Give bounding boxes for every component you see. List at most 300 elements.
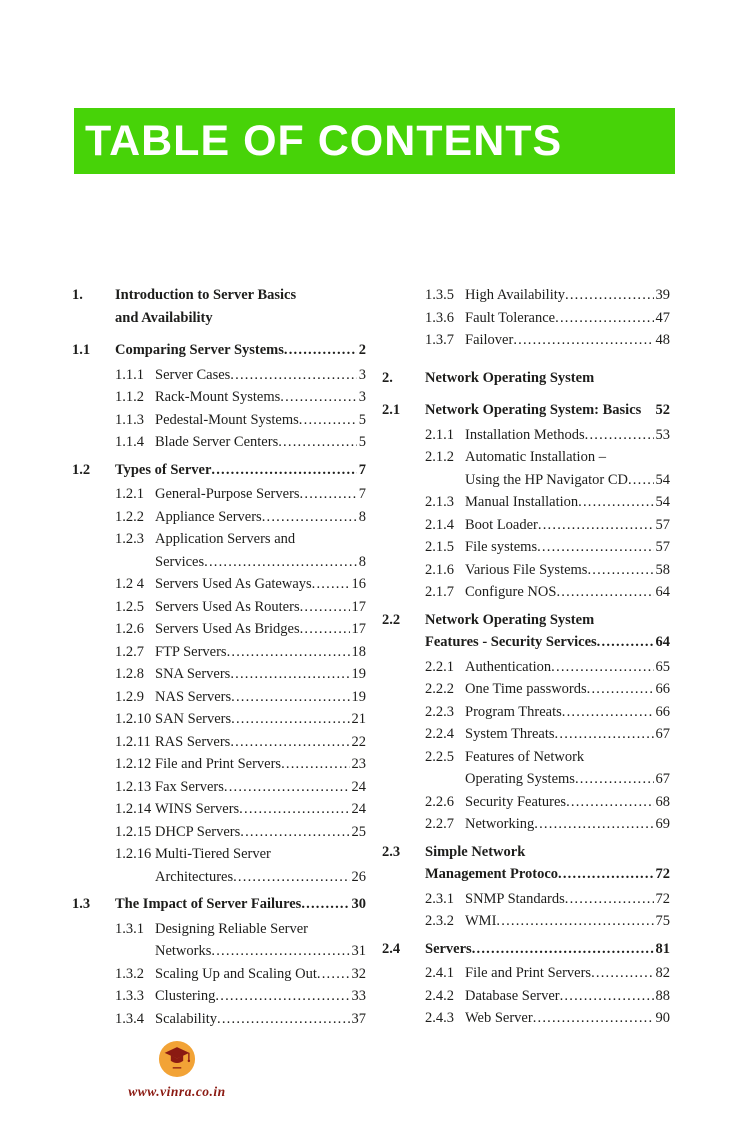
toc-entry-title: File and Print Servers (155, 756, 282, 772)
toc-entry (72, 663, 366, 686)
toc-entry-page: 31 (351, 943, 366, 959)
toc-entry-page: 19 (351, 666, 366, 682)
toc-entry-number: 2.2.1 (425, 658, 454, 675)
toc-entry-title: Fax Servers (155, 778, 224, 795)
toc-entry-title: SNA Servers (155, 666, 231, 682)
toc-entry-number: 1.3.1 (115, 920, 144, 937)
toc-entry-page: 33 (351, 988, 366, 1004)
toc-entry-number: 1.3.7 (425, 332, 454, 348)
toc-entry-title: Blade Server Centers (155, 434, 279, 450)
toc-entry-page: 24 (351, 778, 366, 795)
dot-leader (562, 701, 654, 724)
toc-entry-number: 1.2.11 (115, 733, 151, 750)
dot-leader (628, 469, 654, 492)
dot-leader (280, 386, 356, 409)
toc-entry-number: 1.1 (72, 342, 91, 358)
toc-entry-body (155, 528, 366, 573)
toc-entry-title: File and Print Servers (465, 965, 592, 981)
toc-entry-body (155, 663, 366, 686)
toc-entry-body (465, 962, 670, 985)
toc-entry-title: Database Server (465, 987, 560, 1004)
toc-entry-body (155, 985, 366, 1008)
toc-entry-page: 26 (351, 868, 366, 885)
dot-leader (239, 798, 349, 821)
dot-leader (555, 723, 654, 746)
toc-entry-page: 30 (351, 896, 366, 912)
toc-entry-page: 64 (655, 634, 670, 650)
toc-entry-page: 58 (655, 561, 670, 578)
toc-entry (72, 963, 366, 986)
toc-entry-page: 68 (655, 793, 670, 810)
toc-entry (382, 938, 670, 961)
dot-leader (300, 596, 350, 619)
toc-entry-title: WMI (465, 913, 497, 929)
toc-entry-page: 53 (655, 426, 670, 443)
dot-leader (281, 753, 349, 776)
toc-entry (72, 776, 366, 799)
toc-entry-body (465, 746, 670, 791)
toc-entry-number: 2.1.6 (425, 561, 454, 578)
toc-entry (72, 573, 366, 596)
toc-entry-title: Security Features (465, 793, 567, 810)
toc-entry-number: 2. (382, 369, 393, 386)
dot-leader (204, 551, 357, 574)
toc-entry-body (155, 1008, 366, 1031)
toc-entry-body (465, 536, 670, 559)
toc-entry-number: 1.3.6 (425, 309, 454, 326)
toc-entry-page: 2 (358, 342, 366, 358)
toc-entry-number: 2.1.7 (425, 584, 454, 600)
toc-entry-body (465, 678, 670, 701)
toc-entry (72, 528, 366, 573)
toc-entry-body (115, 893, 366, 916)
dot-leader (565, 284, 653, 307)
toc-entry-body (155, 596, 366, 619)
toc-entry-number: 1.2.15 (115, 823, 152, 840)
toc-entry-title: WINS Servers (155, 801, 240, 817)
toc-entry-page: 8 (358, 508, 366, 525)
toc-entry-title: NAS Servers (155, 688, 232, 705)
toc-entry-body (115, 459, 366, 482)
toc-entry-number: 1.3.3 (115, 988, 144, 1004)
toc-entry-title: Features of Network (465, 748, 585, 765)
toc-entry-title: Services (155, 553, 205, 570)
toc-entry-title: Automatic Installation – (465, 449, 606, 465)
toc-entry-page: 21 (351, 711, 366, 727)
toc-entry (72, 284, 366, 329)
dot-leader (317, 963, 350, 986)
toc-entry-page: 88 (655, 987, 670, 1004)
toc-entry-body (155, 483, 366, 506)
toc-entry (382, 446, 670, 491)
toc-entry-page: 47 (655, 309, 670, 326)
dot-leader (227, 641, 350, 664)
toc-entry-number: 1.1.2 (115, 389, 144, 405)
toc-entry-title: Pedestal-Mount Systems (155, 411, 299, 428)
toc-entry-number: 2.2.5 (425, 748, 454, 765)
toc-entry (382, 701, 670, 724)
toc-entry-title: Servers Used As Gateways (155, 576, 312, 592)
toc-entry-page: 7 (358, 461, 366, 478)
dot-leader (533, 1007, 654, 1030)
toc-entry-page: 72 (655, 890, 670, 907)
toc-entry-title: SAN Servers (155, 711, 232, 727)
toc-entry-number: 1.2.13 (115, 778, 152, 795)
toc-entry (382, 424, 670, 447)
dot-leader (575, 768, 654, 791)
toc-entry-number: 2.1.2 (425, 449, 454, 465)
toc-entry-page: 5 (358, 411, 366, 428)
toc-entry-body (155, 753, 366, 776)
toc-entry-number: 2.1.5 (425, 539, 454, 555)
toc-entry-body (155, 821, 366, 844)
dot-leader (230, 364, 356, 387)
toc-entry (382, 609, 670, 654)
toc-entry-body (465, 656, 670, 679)
dot-leader (231, 686, 349, 709)
toc-entry-title: Network Operating System (425, 369, 595, 386)
toc-entry (382, 656, 670, 679)
toc-entry-number: 2.2 (382, 611, 401, 628)
toc-entry (382, 888, 670, 911)
toc-entry-title: RAS Servers (155, 733, 231, 750)
toc-entry-page: 52 (655, 402, 670, 418)
toc-entry-page: 57 (655, 539, 670, 555)
toc-entry-body (465, 888, 670, 911)
toc-entry-number: 1.3 (72, 896, 91, 912)
toc-entry-number: 2.3 (382, 843, 401, 860)
dot-leader (587, 559, 653, 582)
toc-entry-title: Architectures (155, 868, 234, 885)
toc-entry-number: 2.4.2 (425, 987, 454, 1004)
toc-entry-body (465, 491, 670, 514)
toc-entry-body (155, 573, 366, 596)
toc-entry-body (155, 686, 366, 709)
toc-entry (72, 339, 366, 362)
toc-entry-page: 69 (655, 816, 670, 832)
toc-entry (72, 731, 366, 754)
toc-entry (382, 678, 670, 701)
toc-entry-number: 1.2.14 (115, 801, 152, 817)
toc-entry-body (465, 424, 670, 447)
toc-entry-body (465, 559, 670, 582)
toc-entry (72, 708, 366, 731)
toc-entry-page: 72 (655, 866, 670, 882)
toc-entry-title: Types of Server (115, 461, 212, 478)
toc-entry-number: 1.2.16 (115, 846, 152, 862)
toc-entry-number: 1.2.9 (115, 688, 144, 705)
toc-entry-page: 82 (655, 965, 670, 981)
toc-entry-page: 66 (655, 703, 670, 720)
toc-entry (382, 723, 670, 746)
toc-entry-title: Introduction to Server Basics (115, 287, 297, 303)
toc-entry (382, 841, 670, 886)
toc-entry (382, 284, 670, 307)
toc-entry (72, 459, 366, 482)
toc-entry-page: 66 (655, 681, 670, 697)
toc-entry-body (155, 776, 366, 799)
toc-entry (382, 910, 670, 933)
toc-entry-page: 54 (655, 471, 670, 488)
dot-leader (211, 459, 356, 482)
dot-leader (551, 656, 653, 679)
toc-entry-body (465, 701, 670, 724)
toc-entry (72, 506, 366, 529)
toc-entry (72, 798, 366, 821)
dot-leader (224, 776, 350, 799)
toc-entry-number: 1.1.3 (115, 411, 144, 428)
toc-entry-body (425, 938, 670, 961)
toc-entry-body (465, 985, 670, 1008)
dot-leader (597, 631, 654, 654)
toc-entry-number: 2.2.7 (425, 816, 454, 832)
toc-entry-title: Networking (465, 816, 535, 832)
toc-entry-number: 1.2.12 (115, 756, 152, 772)
toc-entry-body (465, 791, 670, 814)
toc-entry-number: 2.4.3 (425, 1010, 454, 1026)
dot-leader (534, 813, 653, 836)
toc-entry-title: Application Servers and (155, 531, 296, 547)
toc-entry (72, 821, 366, 844)
toc-entry-title: Various File Systems (465, 561, 588, 578)
toc-entry-title: Appliance Servers (155, 508, 262, 525)
toc-entry-title: Servers Used As Routers (155, 598, 300, 615)
toc-entry-body (155, 364, 366, 387)
toc-entry-number: 1.2.2 (115, 508, 144, 525)
toc-entry-title: Servers (425, 940, 472, 957)
toc-entry-title: Configure NOS (465, 584, 557, 600)
toc-entry-number: 2.4.1 (425, 965, 454, 981)
toc-entry-page: 48 (655, 332, 670, 348)
dot-leader (262, 506, 357, 529)
toc-entry-number: 2.2.6 (425, 793, 454, 810)
dot-leader (578, 491, 653, 514)
dot-leader (230, 731, 349, 754)
toc-entry-title: Designing Reliable Server (155, 920, 309, 937)
website-url[interactable]: www.vinra.co.in (128, 1084, 226, 1099)
toc-entry-number: 2.3.2 (425, 913, 454, 929)
toc-entry-body (425, 841, 670, 886)
toc-entry-title: The Impact of Server Failures (115, 896, 302, 912)
table-of-contents (72, 284, 670, 1030)
page-title: TABLE OF CONTENTS (85, 116, 563, 165)
toc-entry-title: and Availability (115, 309, 213, 326)
toc-entry-body (155, 641, 366, 664)
toc-entry-number: 1. (72, 287, 83, 303)
toc-entry (382, 985, 670, 1008)
dot-leader (240, 821, 349, 844)
toc-entry-page: 22 (351, 733, 366, 750)
toc-entry-page: 67 (655, 771, 670, 787)
dot-leader (496, 910, 653, 933)
toc-entry (72, 843, 366, 888)
toc-entry (382, 962, 670, 985)
toc-entry-body (155, 618, 366, 641)
toc-entry-title: Network Operating System: Basics (425, 402, 642, 418)
toc-entry (382, 559, 670, 582)
toc-entry-body (155, 431, 366, 454)
toc-entry-page: 75 (655, 913, 670, 929)
toc-entry-body (155, 386, 366, 409)
toc-entry-number: 1.2.10 (115, 711, 152, 727)
toc-entry-body (465, 910, 670, 933)
toc-entry-number: 2.1.3 (425, 494, 454, 510)
toc-entry-number: 1.2 4 (115, 576, 144, 592)
toc-entry-page: 5 (358, 434, 366, 450)
toc-entry-page: 37 (351, 1010, 366, 1027)
toc-entry-title: Web Server (465, 1010, 533, 1026)
toc-entry-page: 16 (351, 576, 366, 592)
toc-entry (72, 386, 366, 409)
toc-entry-title: FTP Servers (155, 643, 227, 660)
toc-column-left (72, 284, 366, 1030)
dot-leader (472, 938, 654, 961)
toc-entry (382, 329, 670, 352)
toc-entry-page: 19 (351, 688, 366, 705)
toc-entry-title: Failover (465, 332, 514, 348)
toc-entry-page: 18 (351, 643, 366, 660)
dot-leader (585, 424, 654, 447)
dot-leader (215, 985, 349, 1008)
toc-entry-page: 65 (655, 658, 670, 675)
toc-entry (72, 618, 366, 641)
toc-entry-number: 2.2.3 (425, 703, 454, 720)
toc-entry-number: 1.1.1 (115, 366, 144, 383)
toc-entry-page: 90 (655, 1010, 670, 1026)
toc-entry-body (155, 963, 366, 986)
toc-entry-body (155, 708, 366, 731)
toc-entry-title: High Availability (465, 287, 566, 303)
toc-entry-title: Simple Network (425, 843, 526, 860)
toc-entry-title: Using the HP Navigator CD (465, 471, 628, 488)
toc-entry-body (465, 1007, 670, 1030)
toc-entry-title: Manual Installation (465, 494, 579, 510)
toc-entry-title: Servers Used As Bridges (155, 621, 300, 637)
dot-leader (278, 431, 357, 454)
toc-entry-page: 57 (655, 516, 670, 533)
toc-entry-page: 81 (655, 940, 670, 957)
toc-entry-title: Server Cases (155, 366, 231, 383)
toc-entry-number: 1.3.2 (115, 965, 144, 982)
toc-entry-title: SNMP Standards (465, 890, 565, 907)
dot-leader (233, 866, 349, 889)
toc-entry-body (155, 798, 366, 821)
toc-column-right (382, 284, 670, 1030)
publisher-footer (112, 1040, 242, 1100)
toc-entry (72, 409, 366, 432)
toc-entry-page: 39 (655, 287, 670, 303)
toc-entry-body (425, 399, 670, 422)
toc-entry-body (115, 339, 366, 362)
toc-entry-title: Clustering (155, 988, 216, 1004)
graduation-cap-icon (158, 1040, 196, 1078)
toc-entry-title: Boot Loader (465, 516, 538, 533)
toc-entry (72, 431, 366, 454)
toc-entry-number: 2.1.1 (425, 426, 454, 443)
toc-entry-number: 1.2.7 (115, 643, 144, 660)
toc-entry-number: 1.2 (72, 461, 91, 478)
toc-entry-title: Installation Methods (465, 426, 585, 443)
toc-entry-title: Multi-Tiered Server (155, 846, 271, 862)
toc-entry-title: Program Threats (465, 703, 562, 720)
toc-entry-title: Scaling Up and Scaling Out (155, 965, 317, 982)
toc-entry-number: 2.3.1 (425, 890, 454, 907)
toc-entry-body (155, 506, 366, 529)
dot-leader (555, 307, 653, 330)
toc-entry (382, 536, 670, 559)
toc-entry-title: One Time passwords (465, 681, 587, 697)
toc-entry (382, 1007, 670, 1030)
dot-leader (284, 339, 357, 362)
dot-leader (566, 791, 653, 814)
toc-entry-title: Fault Tolerance (465, 309, 556, 326)
toc-entry (72, 893, 366, 916)
toc-entry-body (155, 843, 366, 888)
toc-entry-title: Management Protoco (425, 866, 559, 882)
toc-entry-title: General-Purpose Servers (155, 486, 300, 502)
toc-entry-body (115, 284, 366, 329)
toc-entry-page: 54 (655, 494, 670, 510)
toc-entry-title: Scalability (155, 1010, 218, 1027)
dot-leader (301, 893, 349, 916)
dot-leader (587, 678, 654, 701)
toc-entry-page: 64 (655, 584, 670, 600)
toc-entry (382, 367, 670, 390)
toc-entry (72, 1008, 366, 1031)
toc-entry-title: Authentication (465, 658, 552, 675)
toc-entry (72, 753, 366, 776)
toc-entry-number: 1.2.1 (115, 486, 144, 502)
dot-leader (537, 536, 653, 559)
dot-leader (556, 581, 653, 604)
toc-entry (382, 813, 670, 836)
toc-entry-page: 32 (351, 965, 366, 982)
toc-entry-page: 3 (358, 389, 366, 405)
dot-leader (230, 663, 349, 686)
dot-leader (558, 863, 653, 886)
toc-entry-body (465, 446, 670, 491)
dot-leader (231, 708, 349, 731)
toc-entry-number: 2.4 (382, 940, 401, 957)
toc-entry (72, 596, 366, 619)
dot-leader (538, 514, 654, 537)
toc-entry-page: 17 (351, 598, 366, 615)
dot-leader (299, 409, 357, 432)
toc-entry-body (465, 329, 670, 352)
toc-entry-body (465, 813, 670, 836)
toc-entry-body (155, 918, 366, 963)
toc-entry (72, 483, 366, 506)
toc-entry-body (465, 307, 670, 330)
toc-entry-page: 23 (351, 756, 366, 772)
toc-entry-page: 25 (351, 823, 366, 840)
toc-entry-title: File systems (465, 539, 538, 555)
toc-entry-title: Network Operating System (425, 611, 595, 628)
toc-entry-title: DHCP Servers (155, 823, 241, 840)
toc-entry (382, 581, 670, 604)
toc-entry-body (465, 284, 670, 307)
toc-entry (72, 918, 366, 963)
toc-entry (382, 307, 670, 330)
toc-entry (382, 399, 670, 422)
toc-entry-title: Networks (155, 943, 212, 959)
toc-entry-number: 1.2.5 (115, 598, 144, 615)
dot-leader (300, 483, 357, 506)
toc-entry-page: 8 (358, 553, 366, 570)
dot-leader (211, 940, 349, 963)
toc-entry-title: Comparing Server Systems (115, 342, 284, 358)
toc-entry-number: 2.2.2 (425, 681, 454, 697)
